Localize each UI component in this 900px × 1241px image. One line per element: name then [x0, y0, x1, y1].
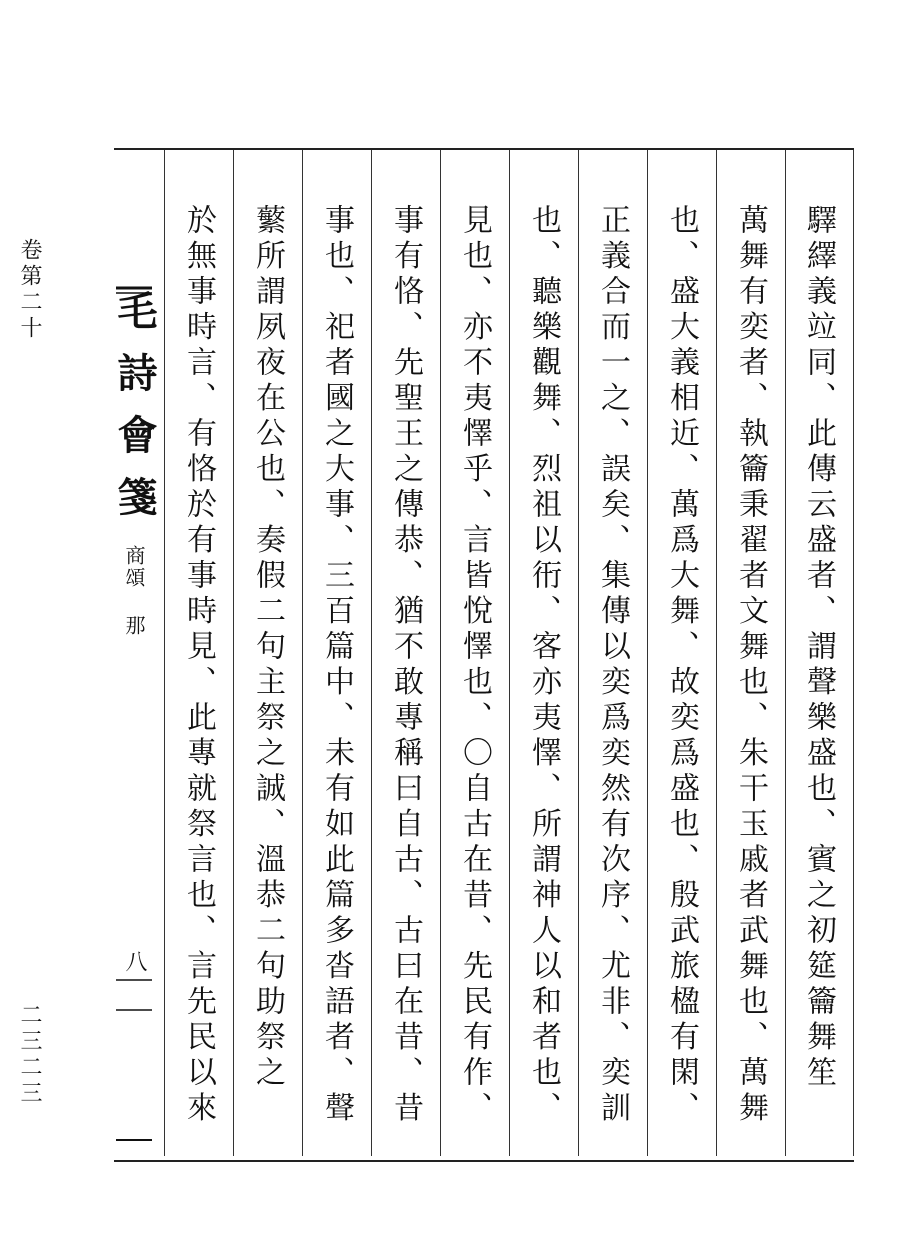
- text-column: 事也、祀者國之大事、三百篇中、未有如此篇多沓語者、聲: [302, 150, 371, 1156]
- book-title: 毛詩會箋: [111, 290, 158, 538]
- text-column: 也、聽樂觀舞、烈祖以衎、客亦夷懌、所謂神人以和者也、: [509, 150, 578, 1156]
- section-title: 商頌 那: [122, 545, 146, 637]
- text-column: 萬舞有奕者、執籥秉翟者文舞也、朱干玉戚者武舞也、萬舞: [716, 150, 785, 1156]
- page-number: 二三二三: [17, 1003, 42, 1107]
- text-column: 見也、亦不夷懌乎、言皆悅懌也、〇自古在昔、先民有作、: [440, 150, 509, 1156]
- text-column: 於無事時言、有恪於有事時見、此專就祭言也、言先民以來: [164, 150, 233, 1156]
- text-column: 驛繹義竝同、此傳云盛者、謂聲樂盛也、賓之初筵籥舞笙: [785, 150, 854, 1156]
- text-column: 也、盛大義相近、萬爲大舞、故奕爲盛也、殷武旅楹有閑、: [647, 150, 716, 1156]
- text-body: [154, 150, 854, 1156]
- text-column: 蘩所謂夙夜在公也、奏假二句主祭之誠、溫恭二句助祭之: [233, 150, 302, 1156]
- text-column: 事有恪、先聖王之傳恭、猶不敢專稱曰自古、古曰在昔、昔: [371, 150, 440, 1156]
- sheet-number: 八: [122, 950, 147, 978]
- volume-label: 卷第二十: [17, 238, 42, 342]
- text-column: 正義合而一之、誤矣、集傳以奕爲奕然有次序、尤非、奕訓: [578, 150, 647, 1156]
